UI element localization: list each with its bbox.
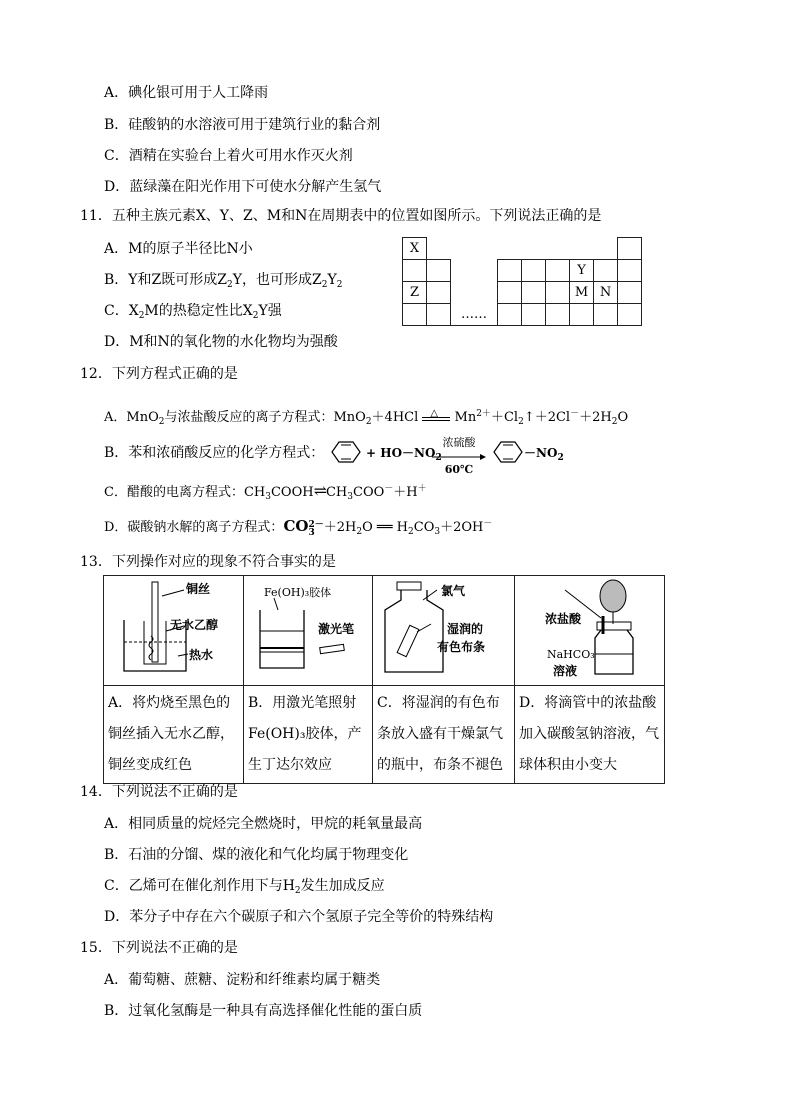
figure-b: [244, 576, 373, 686]
label-hcl: 浓盐酸: [545, 612, 582, 626]
q14-option-b: B．石油的分馏、煤的液化和气化均属于物理变化: [104, 847, 409, 863]
benzene-ring-icon: [326, 439, 366, 465]
q12-option-c: C．醋酸的电离方程式：$CH_3COOH\rightleftharpoons CH_3COO^-+H^+$: [104, 481, 427, 502]
q12-option-a: A．MnO$_2$与浓盐酸反应的离子方程式：MnO$_2$＋4HCl △ $Mn^{2+}+Cl_2↑+2Cl^-+2H_2O$: [104, 408, 629, 427]
figure-d: [515, 576, 665, 686]
periodic-table-fragment: [402, 237, 642, 326]
figure-c: [373, 576, 515, 686]
q11-option-c: C．$X_2M$的热稳定性比$X_2Y$强: [104, 303, 282, 321]
q11-option-b: B．Y和Z既可形成$Z_2Y$，也可形成$Z_2Y_2$: [104, 272, 343, 290]
experiment-table: [103, 575, 665, 784]
cell-y: Y: [570, 260, 594, 282]
q11-stem: 11．五种主族元素X、Y、Z、M和N在周期表中的位置如图所示。下列说法正确的是: [80, 208, 602, 224]
label-copper-wire: 铜丝: [186, 582, 211, 596]
q14-option-a: A．相同质量的烷烃完全燃烧时，甲烷的耗氧量最高: [104, 816, 423, 832]
cell-dots: ……: [451, 304, 498, 326]
q14-option-d: D．苯分子中存在六个碳原子和六个氢原子完全等价的特殊结构: [104, 909, 494, 925]
label-nahco3: NaHCO₃: [547, 648, 595, 661]
figure-a: [104, 576, 244, 686]
q15-option-b: B．过氧化氢酶是一种具有高选择催化性能的蛋白质: [104, 1003, 423, 1019]
cell-m: M: [570, 282, 594, 304]
cell-option-c: C．将湿润的有色布条放入盛有干燥氯气的瓶中，布条不褪色: [373, 686, 515, 784]
q10-option-d: D．蓝绿藻在阳光作用下可使水分解产生氢气: [104, 179, 382, 195]
condition-catalyst: 浓硫酸: [442, 436, 476, 449]
q15-stem: 15．下列说法不正确的是: [80, 940, 238, 956]
arrow-icon: [432, 454, 486, 460]
q11-option-d: D．M和N的氧化物的水化物均为强酸: [104, 334, 338, 350]
label-ethanol: 无水乙醇: [170, 618, 219, 632]
label-colored-cloth: 有色布条: [437, 640, 486, 654]
condition-temperature: 60℃: [444, 463, 474, 476]
label-hot-water: 热水: [189, 648, 214, 662]
label-colloid: Fe(OH)₃胶体: [264, 586, 332, 599]
cell-option-d: D．将滴管中的浓盐酸加入碳酸氢钠溶液，气球体积由小变大: [515, 686, 665, 784]
label-laser: 激光笔: [318, 622, 355, 636]
nitric-acid-formula: + $HO-NO_2$: [366, 446, 442, 463]
q15-option-a: A．葡萄糖、蔗糖、淀粉和纤维素均属于糖类: [104, 972, 381, 988]
q10-option-b: B．硅酸钠的水溶液可用于建筑行业的黏合剂: [104, 117, 381, 133]
q12-stem: 12．下列方程式正确的是: [80, 366, 238, 382]
nitrobenzene-ring-icon: [490, 439, 526, 465]
cell-n: N: [594, 282, 618, 304]
q12-option-b-label: B．苯和浓硝酸反应的化学方程式：: [104, 445, 325, 461]
cell-option-b: B．用激光笔照射Fe(OH)₃胶体，产生丁达尔效应: [244, 686, 373, 784]
balloon-bottle-icon: [515, 576, 661, 681]
q14-option-c: C．乙烯可在催化剂作用下与$H_2$发生加成反应: [104, 878, 385, 896]
cell-option-a: A．将灼烧至黑色的铜丝插入无水乙醇，铜丝变成红色: [104, 686, 244, 784]
q10-option-a: A．碘化银可用于人工降雨: [104, 85, 269, 101]
q12-option-d: D．碳酸钠水解的离子方程式：CO 2－ 3 $+2H_2O$ ══ $H_2CO_3+2OH^-$: [104, 517, 493, 538]
q11-option-a: A．M的原子半径比N小: [104, 241, 253, 257]
q14-stem: 14．下列说法不正确的是: [80, 784, 238, 800]
q13-stem: 13．下列操作对应的现象不符合事实的是: [80, 554, 336, 570]
cell-x: X: [403, 238, 427, 260]
nitro-group: $-NO_2$: [524, 446, 564, 463]
label-wet: 湿润的: [447, 622, 484, 636]
label-solution: 溶液: [553, 664, 578, 678]
cell-z: Z: [403, 282, 427, 304]
label-chlorine: 氯气: [441, 584, 466, 598]
q10-option-c: C．酒精在实验台上着火可用水作灭火剂: [104, 148, 353, 164]
reaction-condition: [432, 434, 486, 476]
